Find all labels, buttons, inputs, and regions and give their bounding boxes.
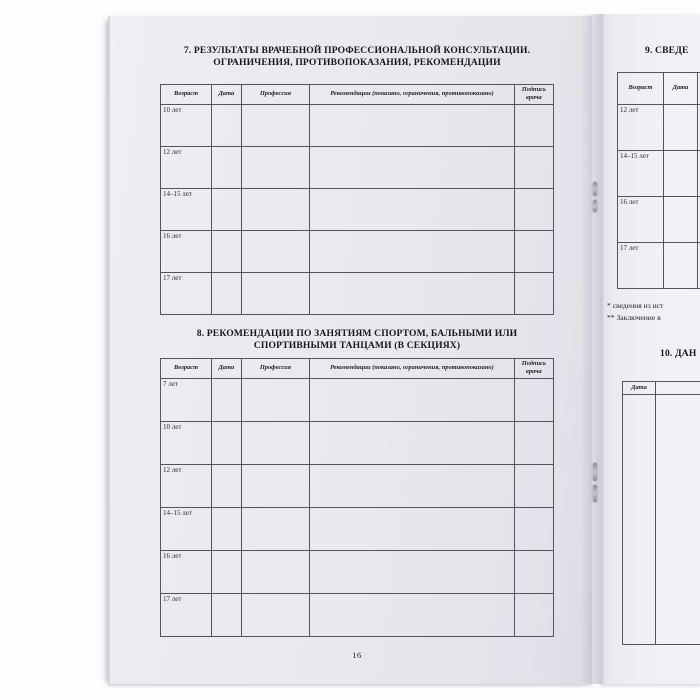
page-number: 16 <box>352 650 362 660</box>
row-label-cell: 10 лет <box>161 104 212 146</box>
empty-cell <box>664 243 698 289</box>
empty-cell <box>656 395 700 645</box>
row-label-cell: 12 лет <box>161 146 212 188</box>
column-header <box>656 382 700 395</box>
section9-table <box>617 72 700 289</box>
table-row <box>618 243 700 289</box>
empty-cell <box>514 188 553 230</box>
empty-cell <box>241 230 310 272</box>
section8-title-line2: СПОРТИВНЫМИ ТАНЦАМИ (В СЕКЦИЯХ) <box>253 340 461 351</box>
row-label-cell: 7 лет <box>161 378 212 421</box>
row-label-cell <box>623 395 656 645</box>
table-row <box>161 146 554 188</box>
row-label-cell: 16 лет <box>161 230 212 272</box>
staple-top-icon <box>593 182 597 196</box>
section7-title-line1: 7. РЕЗУЛЬТАТЫ ВРАЧЕБНОЙ ПРОФЕССИОНАЛЬНОЙ КОНСУЛЬТАЦИИ. <box>183 45 531 56</box>
empty-cell <box>310 104 514 146</box>
row-label-cell: 12 лет <box>618 105 664 151</box>
empty-cell <box>241 146 310 188</box>
empty-cell <box>310 464 514 507</box>
empty-cell <box>241 188 310 230</box>
table-row <box>161 104 554 146</box>
section8-title-line1: 8. РЕКОМЕНДАЦИИ ПО ЗАНЯТИЯМ СПОРТОМ, БАЛЬНЫМИ ИЛИ <box>196 328 518 339</box>
empty-cell <box>514 104 553 146</box>
empty-cell <box>212 230 241 272</box>
section7-title-line2: ОГРАНИЧЕНИЯ, ПРОТИВОПОКАЗАНИЯ, РЕКОМЕНДАЦИИ <box>213 57 501 68</box>
row-label-cell: 14–15 лет <box>161 188 212 230</box>
table-header-row <box>618 73 700 105</box>
table-header-row <box>161 359 554 379</box>
section7-title <box>160 45 554 69</box>
empty-cell <box>212 550 241 593</box>
empty-cell <box>241 104 310 146</box>
empty-cell <box>664 197 698 243</box>
staple-bottom-icon <box>593 463 597 481</box>
table-row <box>161 550 554 593</box>
column-header: Дата <box>212 85 241 105</box>
empty-cell <box>514 146 553 188</box>
empty-cell <box>212 421 241 464</box>
empty-cell <box>310 272 514 314</box>
empty-cell <box>212 593 241 636</box>
empty-cell <box>514 507 553 550</box>
empty-cell <box>310 507 514 550</box>
column-header: Возраст <box>161 85 212 105</box>
empty-cell <box>514 593 553 636</box>
column-header: Профессия <box>241 85 310 105</box>
left-page <box>108 16 592 684</box>
row-label-cell: 16 лет <box>618 197 664 243</box>
empty-cell <box>310 593 514 636</box>
row-label-cell: 17 лет <box>618 243 664 289</box>
section10-title: 10. ДАН <box>660 348 697 359</box>
empty-cell <box>212 188 241 230</box>
empty-cell <box>241 550 310 593</box>
empty-cell <box>310 188 514 230</box>
table-header-row <box>623 382 700 395</box>
column-header: Рекомендации (показано, ограничения, противопоказано) <box>310 359 514 379</box>
column-header: Дата <box>212 359 241 379</box>
row-label-cell: 12 лет <box>161 464 212 507</box>
empty-cell <box>514 230 553 272</box>
empty-cell <box>310 421 514 464</box>
column-header: Подпись врача <box>514 359 553 379</box>
table-row <box>618 151 700 197</box>
table-row <box>161 593 554 636</box>
table-row <box>161 421 554 464</box>
empty-cell <box>514 421 553 464</box>
table-row <box>161 378 554 421</box>
table-row <box>161 272 554 314</box>
row-label-cell: 14–15 лет <box>161 507 212 550</box>
empty-cell <box>241 421 310 464</box>
empty-cell <box>310 146 514 188</box>
section10-table <box>622 381 700 645</box>
table-row <box>623 395 700 645</box>
consultation-results-table <box>160 84 554 315</box>
empty-cell <box>241 593 310 636</box>
footnote-1: * сведения из ист <box>607 301 664 310</box>
column-header: Дата <box>664 73 698 105</box>
empty-cell <box>212 378 241 421</box>
empty-cell <box>664 151 698 197</box>
empty-cell <box>310 230 514 272</box>
column-header: Подпись врача <box>514 85 553 105</box>
row-label-cell: 14–15 лет <box>618 151 664 197</box>
right-page <box>600 14 700 684</box>
table-row <box>161 464 554 507</box>
empty-cell <box>241 378 310 421</box>
row-label-cell: 17 лет <box>161 272 212 314</box>
empty-cell <box>212 464 241 507</box>
empty-cell <box>241 272 310 314</box>
empty-cell <box>310 378 514 421</box>
empty-cell <box>514 550 553 593</box>
column-header: Возраст <box>161 359 212 379</box>
column-header: Профессия <box>241 359 310 379</box>
empty-cell <box>514 464 553 507</box>
table-row <box>161 507 554 550</box>
staple-bottom-icon <box>593 485 597 502</box>
column-header: Дата <box>623 382 656 395</box>
empty-cell <box>664 105 698 151</box>
row-label-cell: 10 лет <box>161 421 212 464</box>
table-row <box>161 188 554 230</box>
table-row <box>618 105 700 151</box>
table-row <box>161 230 554 272</box>
staple-top-icon <box>593 200 597 212</box>
empty-cell <box>212 146 241 188</box>
empty-cell <box>212 104 241 146</box>
empty-cell <box>212 272 241 314</box>
empty-cell <box>514 272 553 314</box>
sport-recommendations-table <box>160 358 554 637</box>
column-header: Возраст <box>618 73 664 105</box>
row-label-cell: 16 лет <box>161 550 212 593</box>
empty-cell <box>310 550 514 593</box>
empty-cell <box>241 507 310 550</box>
empty-cell <box>241 464 310 507</box>
empty-cell <box>212 507 241 550</box>
section9-title: 9. СВЕДЕ <box>645 45 689 56</box>
footnote-2: ** Заключение в <box>607 313 661 322</box>
empty-cell <box>514 378 553 421</box>
column-header: Рекомендации (показано, ограничения, противопоказано) <box>310 85 514 105</box>
table-row <box>618 197 700 243</box>
row-label-cell: 17 лет <box>161 593 212 636</box>
section8-title <box>160 328 554 352</box>
table-header-row <box>161 85 554 105</box>
